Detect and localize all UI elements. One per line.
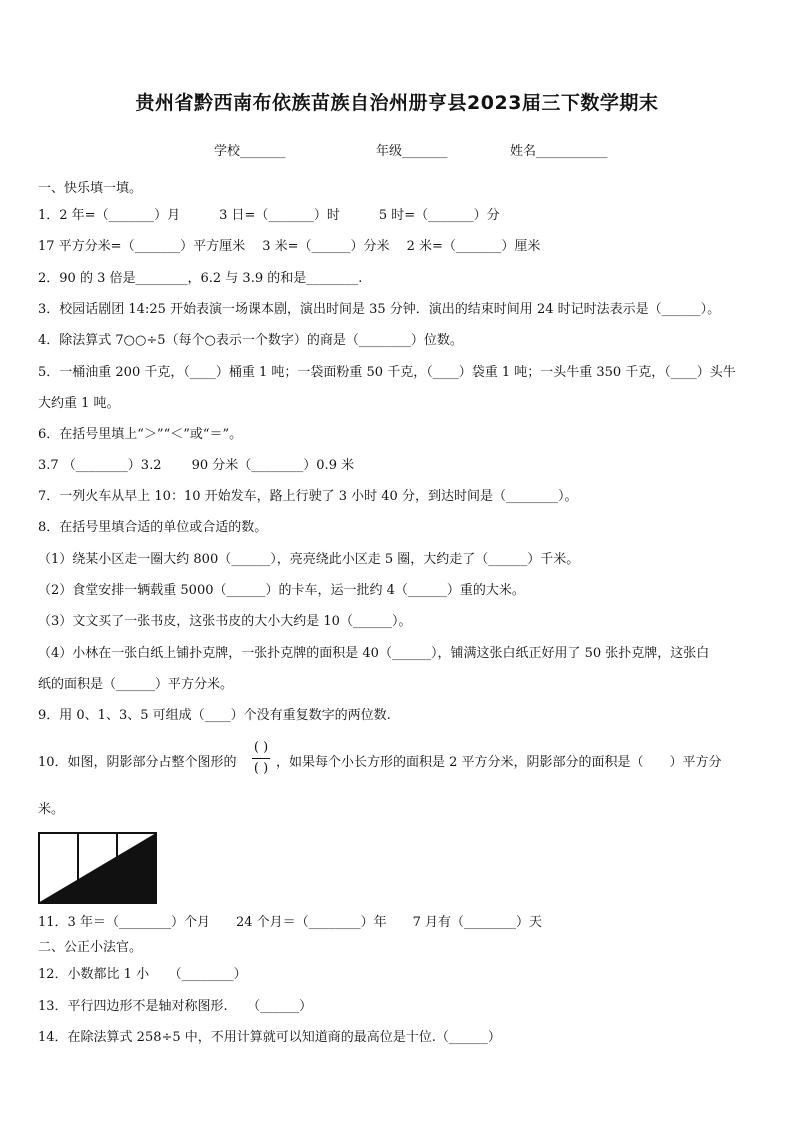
- grade-field: 年级_______: [376, 144, 448, 159]
- fraction-bar: [252, 758, 270, 759]
- question-14: 14．在除法算式 258÷5 中，不用计算就可以知道商的最高位是十位.（______）: [38, 1030, 501, 1045]
- question-3: 3．校园话剧团 14:25 开始表演一场课本剧，演出时间是 35 分钟．演出的结束时间用 24 时记时法表示是（______）。: [38, 302, 721, 317]
- question-2: 2．90 的 3 倍是________，6.2 与 3.9 的和是________.: [38, 271, 363, 286]
- question-13: 13．平行四边形不是轴对称图形. （______）: [38, 999, 313, 1014]
- fraction-numerator: ( ): [253, 740, 269, 755]
- question-1-line-1: 1．2 年=（_______）月 3 日=（_______）时 5 时=（_______）分: [38, 208, 500, 223]
- question-1-line-2: 17 平方分米=（_______）平方厘米 3 米=（______）分米 2 米=（_______）厘米: [38, 239, 541, 254]
- question-5-line-2: 大约重 1 吨。: [38, 396, 120, 411]
- school-field: 学校_______: [214, 144, 286, 159]
- question-8-part-4-line-1: （4）小林在一张白纸上铺扑克牌，一张扑克牌的面积是 40（______），铺满这张白纸正好用了 50 张扑克牌，这张白: [38, 646, 710, 661]
- section-heading-1: 一、快乐填一填。: [38, 181, 143, 196]
- question-7: 7．一列火车从早上 10：10 开始发车，路上行驶了 3 小时 40 分，到达时间是（________）。: [38, 489, 578, 504]
- question-8-part-1: （1）绕某小区走一圈大约 800（______），亮亮绕此小区走 5 圈，大约走了（______）千米。: [38, 552, 580, 567]
- section-heading-2: 二、公正小法官。: [38, 940, 143, 955]
- question-5-line-1: 5．一桶油重 200 千克，（____）桶重 1 吨；一袋面粉重 50 千克，（____）袋重 1 吨；一头牛重 350 千克，（____）头牛: [38, 365, 736, 380]
- name-field: 姓名___________: [510, 144, 608, 159]
- question-4: 4．除法算式 7○○÷5（每个○表示一个数字）的商是（________）位数。: [38, 333, 463, 348]
- question-8: 8．在括号里填合适的单位或合适的数。: [38, 520, 268, 535]
- question-10-prefix: 10．如图，阴影部分占整个图形的: [38, 755, 237, 770]
- question-10-fraction: [252, 741, 270, 776]
- question-12: 12．小数都比 1 小 （________）: [38, 967, 247, 982]
- fraction-denominator: ( ): [253, 761, 269, 776]
- shaded-rectangle-figure: [38, 832, 158, 904]
- page-title: 贵州省黔西南布依族苗族自治州册亨县2023届三下数学期末: [135, 92, 659, 114]
- question-10-line-2: 米。: [38, 802, 65, 817]
- question-8-part-2: （2）食堂安排一辆载重 5000（______）的卡车，运一批约 4（______）重的大米。: [38, 583, 525, 598]
- question-8-part-3: （3）文文买了一张书皮，这张书皮的大小大约是 10（______）。: [38, 614, 412, 629]
- question-8-part-4-line-2: 纸的面积是（______）平方分米。: [38, 677, 234, 692]
- question-6: 6．在括号里填上“＞”“＜”或“＝”。: [38, 427, 243, 442]
- question-11: 11．3 年＝（________）个月 24 个月＝（________）年 7 月有（________）天: [38, 915, 543, 930]
- shaded-triangle: [38, 833, 156, 903]
- question-6-items: 3.7 （________）3.2 90 分米（________）0.9 米: [38, 458, 355, 473]
- question-10-suffix: ，如果每个小长方形的面积是 2 平方分米，阴影部分的面积是（ ）平方分: [276, 755, 722, 770]
- question-9: 9．用 0、1、3、5 可组成（____）个没有重复数字的两位数.: [38, 708, 391, 723]
